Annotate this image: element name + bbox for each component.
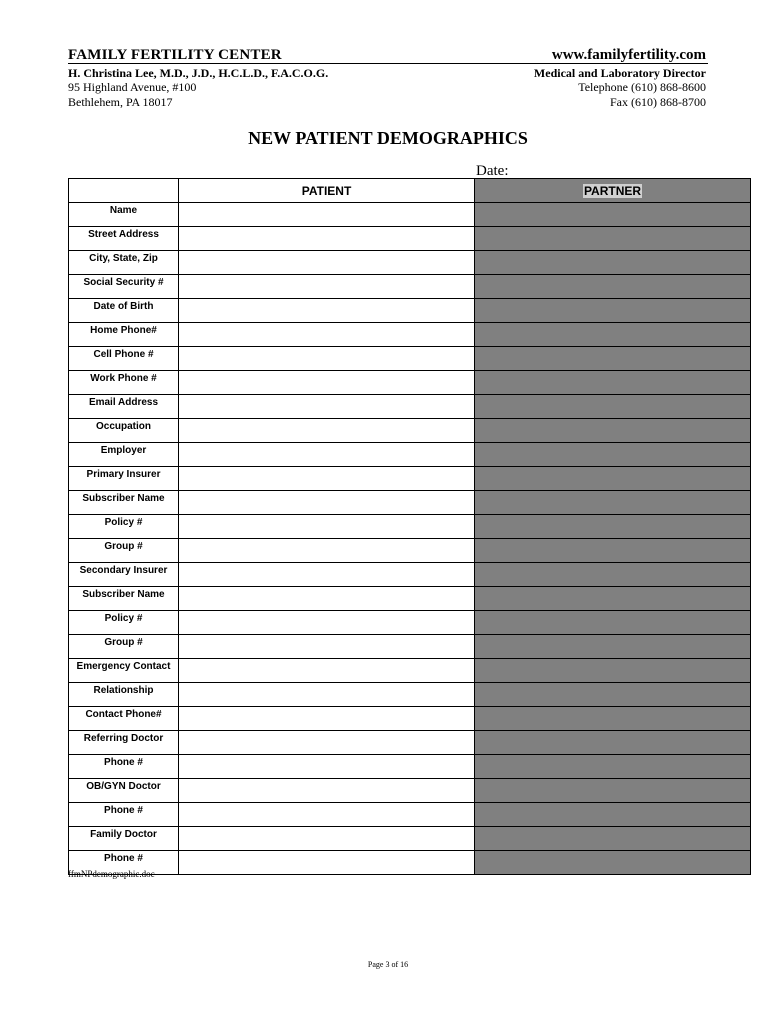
header-right [406,47,706,109]
table-row [69,683,751,707]
patient-field-cell[interactable] [179,491,475,515]
table-row [69,731,751,755]
demographics-table [68,178,751,875]
field-label: Primary Insurer [69,467,179,491]
field-label: Policy # [69,611,179,635]
patient-field-cell[interactable] [179,323,475,347]
partner-field-cell[interactable] [475,683,751,707]
header-blank-cell [69,179,179,203]
partner-field-cell[interactable] [475,611,751,635]
partner-field-cell[interactable] [475,443,751,467]
partner-field-cell[interactable] [475,827,751,851]
partner-field-cell[interactable] [475,803,751,827]
field-label: Phone # [69,851,179,875]
partner-field-cell[interactable] [475,419,751,443]
website-link[interactable]: www.familyfertility.com [551,47,706,63]
date-label: Date: [476,163,509,179]
partner-field-cell[interactable] [475,347,751,371]
field-label: Occupation [69,419,179,443]
patient-field-cell[interactable] [179,611,475,635]
table-row [69,467,751,491]
field-label: Date of Birth [69,299,179,323]
table-row [69,371,751,395]
table-row [69,563,751,587]
telephone: Telephone (610) 868-8600 [578,80,706,94]
patient-field-cell[interactable] [179,659,475,683]
partner-field-cell[interactable] [475,371,751,395]
field-label: Emergency Contact [69,659,179,683]
table-row [69,275,751,299]
patient-field-cell[interactable] [179,827,475,851]
patient-field-cell[interactable] [179,251,475,275]
partner-field-cell[interactable] [475,779,751,803]
table-row [69,251,751,275]
patient-field-cell[interactable] [179,779,475,803]
page-number: Page 3 of 16 [367,960,409,969]
field-label: Group # [69,635,179,659]
patient-field-cell[interactable] [179,563,475,587]
partner-field-cell[interactable] [475,491,751,515]
partner-field-cell[interactable] [475,587,751,611]
partner-field-cell[interactable] [475,851,751,875]
partner-field-cell[interactable] [475,251,751,275]
patient-field-cell[interactable] [179,227,475,251]
patient-field-cell[interactable] [179,851,475,875]
partner-field-cell[interactable] [475,515,751,539]
table-row [69,635,751,659]
table-row [69,299,751,323]
table-row [69,443,751,467]
patient-column-header: PATIENT [179,179,475,203]
address-line-1: 95 Highland Avenue, #100 [68,80,197,94]
patient-field-cell[interactable] [179,203,475,227]
patient-field-cell[interactable] [179,515,475,539]
partner-field-cell[interactable] [475,275,751,299]
partner-header-label: PARTNER [583,183,642,198]
field-label: Group # [69,539,179,563]
field-label: Referring Doctor [69,731,179,755]
field-label: Relationship [69,683,179,707]
field-label: Phone # [69,755,179,779]
field-label: Cell Phone # [69,347,179,371]
field-label: Contact Phone# [69,707,179,731]
field-label: City, State, Zip [69,251,179,275]
table-row [69,347,751,371]
field-label: OB/GYN Doctor [69,779,179,803]
field-label: Phone # [69,803,179,827]
patient-field-cell[interactable] [179,371,475,395]
document-filename: ffmNPdemographic.doc [68,869,155,879]
field-label: Family Doctor [69,827,179,851]
patient-field-cell[interactable] [179,395,475,419]
doctor-name: H. Christina Lee, M.D., J.D., H.C.L.D., F.A.C.O.G. [68,66,329,80]
header-rule [68,63,708,64]
table-row [69,491,751,515]
header-left [68,47,448,109]
table-row [69,707,751,731]
field-label: Email Address [69,395,179,419]
partner-field-cell[interactable] [475,203,751,227]
table-row [69,827,751,851]
partner-field-cell[interactable] [475,539,751,563]
table-row [69,539,751,563]
table-row [69,395,751,419]
table-row [69,803,751,827]
table-header-row [69,179,751,203]
fax: Fax (610) 868-8700 [610,94,706,109]
patient-field-cell[interactable] [179,299,475,323]
field-label: Policy # [69,515,179,539]
table-row [69,851,751,875]
partner-field-cell[interactable] [475,467,751,491]
partner-field-cell[interactable] [475,755,751,779]
patient-field-cell[interactable] [179,803,475,827]
field-label: Subscriber Name [69,587,179,611]
director-title: Medical and Laboratory Director [533,66,706,80]
table-row [69,779,751,803]
field-label: Employer [69,443,179,467]
field-label: Secondary Insurer [69,563,179,587]
field-label: Street Address [69,227,179,251]
partner-field-cell[interactable] [475,563,751,587]
field-label: Work Phone # [69,371,179,395]
patient-field-cell[interactable] [179,587,475,611]
table-row [69,227,751,251]
table-row [69,323,751,347]
address-line-2: Bethlehem, PA 18017 [68,94,173,109]
partner-field-cell[interactable] [475,323,751,347]
field-label: Home Phone# [69,323,179,347]
table-row [69,755,751,779]
table-row [69,611,751,635]
patient-field-cell[interactable] [179,443,475,467]
patient-field-cell[interactable] [179,755,475,779]
patient-field-cell[interactable] [179,467,475,491]
partner-column-header [475,179,751,203]
partner-field-cell[interactable] [475,395,751,419]
table-row [69,203,751,227]
patient-field-cell[interactable] [179,635,475,659]
table-row [69,587,751,611]
patient-field-cell[interactable] [179,731,475,755]
patient-field-cell[interactable] [179,347,475,371]
patient-field-cell[interactable] [179,275,475,299]
field-label: Social Security # [69,275,179,299]
field-label: Name [69,203,179,227]
partner-field-cell[interactable] [475,731,751,755]
partner-field-cell[interactable] [475,707,751,731]
table-row [69,659,751,683]
field-label: Subscriber Name [69,491,179,515]
org-name: FAMILY FERTILITY CENTER [68,47,282,63]
patient-field-cell[interactable] [179,707,475,731]
partner-field-cell[interactable] [475,635,751,659]
partner-field-cell[interactable] [475,659,751,683]
form-title: NEW PATIENT DEMOGRAPHICS [248,128,528,148]
partner-field-cell[interactable] [475,299,751,323]
patient-field-cell[interactable] [179,419,475,443]
patient-field-cell[interactable] [179,539,475,563]
table-row [69,515,751,539]
table-row [69,419,751,443]
patient-field-cell[interactable] [179,683,475,707]
partner-field-cell[interactable] [475,227,751,251]
